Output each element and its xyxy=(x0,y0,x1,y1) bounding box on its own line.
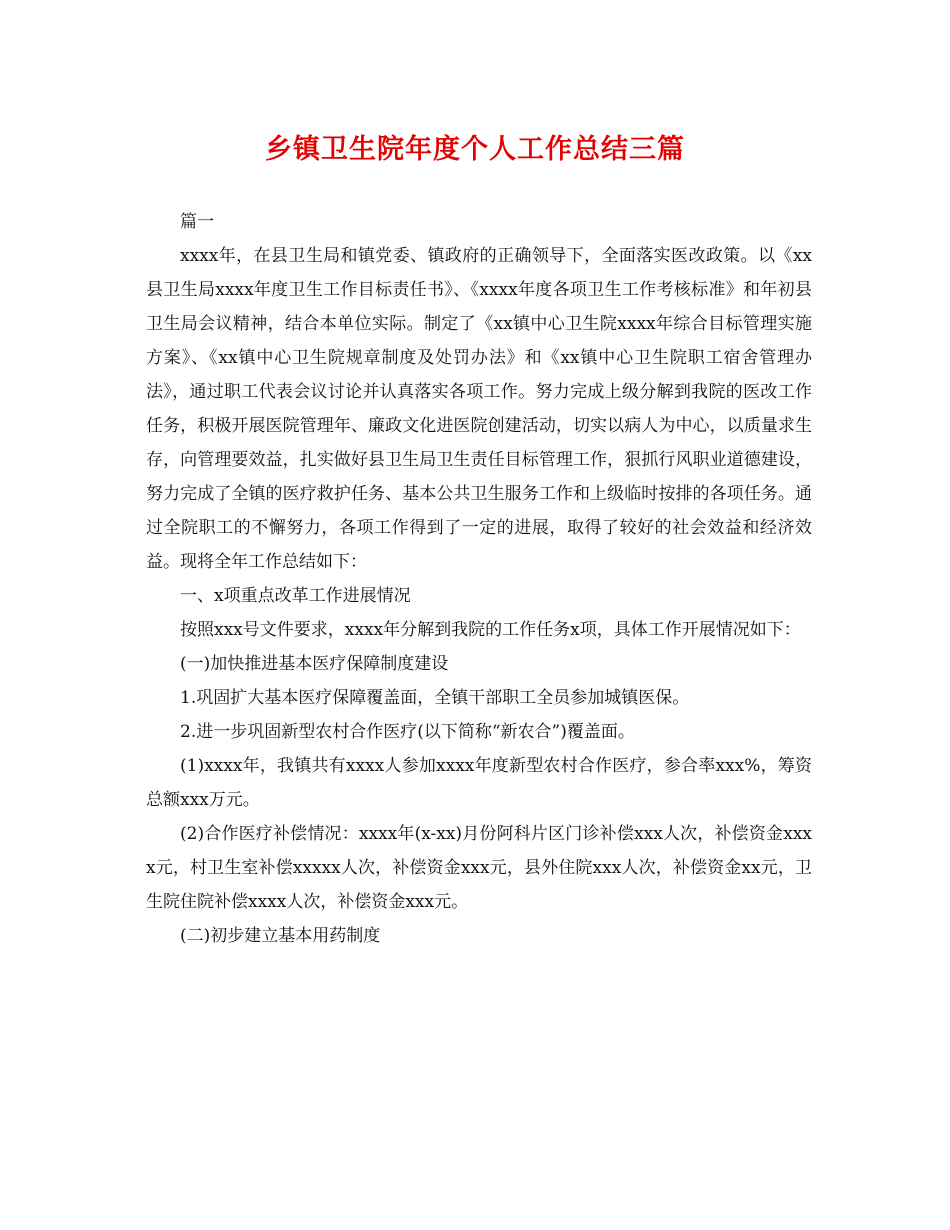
list-item-compensation-stats: (2)合作医疗补偿情况：xxxx年(x-xx)月份阿科片区门诊补偿xxx人次，补偿资金xxxx元，村卫生室补偿xxxxx人次，补偿资金xxx元，县外住院xxx人次，补偿资金xx元，卫生院住院补偿xxxx人次，补偿资金xxx元。 xyxy=(146,824,812,912)
intro-paragraph: xxxx年，在县卫生局和镇党委、镇政府的正确领导下，全面落实医改政策。以《xx县卫生局xxxx年度卫生工作目标责任书》、《xxxx年度各项卫生工作考核标准》和年初县卫生局会议精神，结合本单位实际。制定了《xx镇中心卫生院xxxx年综合目标管理实施方案》、《xx镇中心卫生院规章制度及处罚办法》和《xx镇中心卫生院职工宿舍管理办法》，通过职工代表会议讨论并认真落实各项工作。努力完成上级分解到我院的医改工作任务，积极开展医院管理年、廉政文化进医院创建活动，切实以病人为中心，以质量求生存，向管理要效益，扎实做好县卫生局卫生责任目标管理工作，狠抓行风职业道德建设，努力完成了全镇的医疗救护任务、基本公共卫生服务工作和上级临时按排的各项任务。通过全院职工的不懈努力，各项工作得到了一定的进展，取得了较好的社会效益和经济效益。现将全年工作总结如下： xyxy=(146,246,812,572)
subheading-medical-insurance: (一)加快推进基本医疗保障制度建设 xyxy=(180,654,449,674)
subheading-essential-drugs: (二)初步建立基本用药制度 xyxy=(180,926,381,946)
section-heading-reform-progress: 一、x项重点改革工作进展情况 xyxy=(180,586,411,606)
list-item-insurance-coverage: 1.巩固扩大基本医疗保障覆盖面，全镇干部职工全员参加城镇医保。 xyxy=(180,688,690,708)
document-body xyxy=(146,205,812,953)
document-title: 乡镇卫生院年度个人工作总结三篇 xyxy=(265,134,685,165)
paragraph-task-overview: 按照xxx号文件要求，xxxx年分解到我院的工作任务x项，具体工作开展情况如下： xyxy=(180,620,801,640)
list-item-rural-cooperative: 2.进一步巩固新型农村合作医疗(以下简称“新农合”)覆盖面。 xyxy=(180,722,635,742)
section-heading-part-one: 篇一 xyxy=(180,212,214,232)
list-item-participation-stats: (1)xxxx年，我镇共有xxxx人参加xxxx年度新型农村合作医疗，参合率xxx%，筹资总额xxx万元。 xyxy=(146,756,812,810)
